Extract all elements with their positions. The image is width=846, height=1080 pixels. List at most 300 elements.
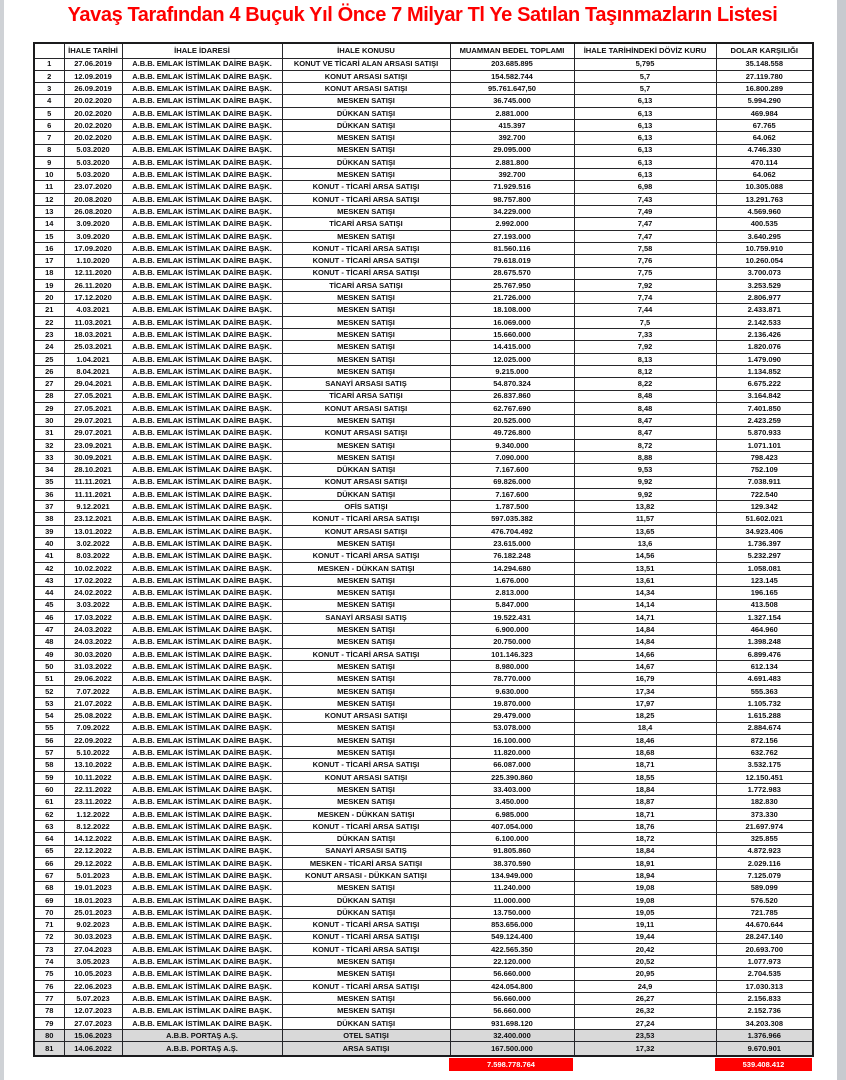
cell-row-number: 53 — [34, 697, 64, 709]
cell-muamman-bedel-toplami: 54.870.324 — [450, 378, 574, 390]
cell-ihale-konusu: KONUT - TİCARİ ARSA SATIŞI — [282, 513, 450, 525]
table-row — [34, 476, 813, 488]
cell-ihale-idaresi: A.B.B. EMLAK İSTİMLAK DAİRE BAŞK. — [122, 107, 282, 119]
cell-muamman-bedel-toplami: 2.813.000 — [450, 587, 574, 599]
cell-doviz-kuru: 6,13 — [574, 107, 716, 119]
cell-ihale-tarihi: 26.11.2020 — [64, 279, 122, 291]
cell-row-number: 23 — [34, 329, 64, 341]
cell-doviz-kuru: 6,13 — [574, 132, 716, 144]
cell-doviz-kuru: 19,08 — [574, 882, 716, 894]
cell-muamman-bedel-toplami: 91.805.860 — [450, 845, 574, 857]
cell-doviz-kuru: 8,22 — [574, 378, 716, 390]
cell-dolar-karsiligi: 1.058.081 — [716, 562, 813, 574]
cell-dolar-karsiligi: 1.105.732 — [716, 697, 813, 709]
table-row — [34, 648, 813, 660]
cell-ihale-idaresi: A.B.B. EMLAK İSTİMLAK DAİRE BAŞK. — [122, 156, 282, 168]
cell-ihale-idaresi: A.B.B. EMLAK İSTİMLAK DAİRE BAŞK. — [122, 784, 282, 796]
cell-ihale-tarihi: 5.03.2020 — [64, 156, 122, 168]
cell-dolar-karsiligi: 555.363 — [716, 685, 813, 697]
cell-dolar-karsiligi: 752.109 — [716, 464, 813, 476]
cell-muamman-bedel-toplami: 29.479.000 — [450, 710, 574, 722]
table-row — [34, 1017, 813, 1029]
cell-doviz-kuru: 14,84 — [574, 636, 716, 648]
cell-ihale-tarihi: 11.03.2021 — [64, 316, 122, 328]
cell-dolar-karsiligi: 12.150.451 — [716, 771, 813, 783]
cell-ihale-idaresi: A.B.B. EMLAK İSTİMLAK DAİRE BAŞK. — [122, 833, 282, 845]
cell-ihale-tarihi: 10.11.2022 — [64, 771, 122, 783]
cell-row-number: 11 — [34, 181, 64, 193]
cell-ihale-idaresi: A.B.B. EMLAK İSTİMLAK DAİRE BAŞK. — [122, 956, 282, 968]
table-row — [34, 685, 813, 697]
total-dolar-karsiligi: 539.408.412 — [715, 1058, 812, 1071]
cell-muamman-bedel-toplami: 101.146.323 — [450, 648, 574, 660]
cell-doviz-kuru: 7,74 — [574, 292, 716, 304]
cell-muamman-bedel-toplami: 56.660.000 — [450, 993, 574, 1005]
cell-muamman-bedel-toplami: 14.415.000 — [450, 341, 574, 353]
cell-ihale-konusu: KONUT ARSASI SATIŞI — [282, 771, 450, 783]
cell-dolar-karsiligi: 872.156 — [716, 734, 813, 746]
table-header — [34, 43, 813, 58]
cell-muamman-bedel-toplami: 69.826.000 — [450, 476, 574, 488]
cell-ihale-tarihi: 7.07.2022 — [64, 685, 122, 697]
cell-doviz-kuru: 7,47 — [574, 218, 716, 230]
cell-doviz-kuru: 13,82 — [574, 501, 716, 513]
cell-doviz-kuru: 18,4 — [574, 722, 716, 734]
cell-doviz-kuru: 17,97 — [574, 697, 716, 709]
cell-ihale-tarihi: 29.07.2021 — [64, 415, 122, 427]
cell-doviz-kuru: 18,91 — [574, 857, 716, 869]
cell-dolar-karsiligi: 400.535 — [716, 218, 813, 230]
cell-row-number: 31 — [34, 427, 64, 439]
cell-row-number: 69 — [34, 894, 64, 906]
table-row — [34, 169, 813, 181]
cell-ihale-konusu: MESKEN SATIŞI — [282, 956, 450, 968]
cell-ihale-tarihi: 15.06.2023 — [64, 1029, 122, 1041]
cell-ihale-tarihi: 3.05.2023 — [64, 956, 122, 968]
table-row — [34, 857, 813, 869]
cell-dolar-karsiligi: 44.670.644 — [716, 919, 813, 931]
table-row — [34, 513, 813, 525]
cell-row-number: 28 — [34, 390, 64, 402]
cell-ihale-konusu: MESKEN SATIŞI — [282, 734, 450, 746]
cell-dolar-karsiligi: 464.960 — [716, 624, 813, 636]
cell-ihale-konusu: TİCARİ ARSA SATIŞI — [282, 279, 450, 291]
cell-row-number: 25 — [34, 353, 64, 365]
cell-ihale-konusu: MESKEN SATIŞI — [282, 697, 450, 709]
cell-ihale-tarihi: 20.08.2020 — [64, 193, 122, 205]
cell-row-number: 56 — [34, 734, 64, 746]
cell-muamman-bedel-toplami: 16.100.000 — [450, 734, 574, 746]
cell-ihale-idaresi: A.B.B. EMLAK İSTİMLAK DAİRE BAŞK. — [122, 562, 282, 574]
cell-dolar-karsiligi: 16.800.289 — [716, 83, 813, 95]
cell-row-number: 48 — [34, 636, 64, 648]
cell-ihale-tarihi: 17.03.2022 — [64, 611, 122, 623]
cell-dolar-karsiligi: 632.762 — [716, 747, 813, 759]
cell-row-number: 60 — [34, 784, 64, 796]
cell-ihale-tarihi: 27.05.2021 — [64, 402, 122, 414]
cell-ihale-konusu: MESKEN SATIŞI — [282, 132, 450, 144]
table-row — [34, 255, 813, 267]
cell-ihale-idaresi: A.B.B. EMLAK İSTİMLAK DAİRE BAŞK. — [122, 611, 282, 623]
cell-muamman-bedel-toplami: 407.054.000 — [450, 820, 574, 832]
cell-dolar-karsiligi: 129.342 — [716, 501, 813, 513]
table-row — [34, 587, 813, 599]
cell-doviz-kuru: 14,14 — [574, 599, 716, 611]
cell-doviz-kuru: 7,43 — [574, 193, 716, 205]
cell-ihale-konusu: KONUT - TİCARİ ARSA SATIŞI — [282, 550, 450, 562]
cell-ihale-idaresi: A.B.B. EMLAK İSTİMLAK DAİRE BAŞK. — [122, 230, 282, 242]
cell-ihale-konusu: MESKEN SATIŞI — [282, 452, 450, 464]
table-row — [34, 906, 813, 918]
table-body — [34, 58, 813, 1056]
cell-doviz-kuru: 13,6 — [574, 538, 716, 550]
cell-ihale-konusu: MESKEN - TİCARİ ARSA SATIŞI — [282, 857, 450, 869]
cell-doviz-kuru: 7,92 — [574, 341, 716, 353]
cell-doviz-kuru: 20,95 — [574, 968, 716, 980]
cell-muamman-bedel-toplami: 853.656.000 — [450, 919, 574, 931]
cell-dolar-karsiligi: 2.142.533 — [716, 316, 813, 328]
cell-ihale-idaresi: A.B.B. EMLAK İSTİMLAK DAİRE BAŞK. — [122, 882, 282, 894]
cell-ihale-idaresi: A.B.B. EMLAK İSTİMLAK DAİRE BAŞK. — [122, 980, 282, 992]
cell-ihale-konusu: MESKEN SATIŞI — [282, 993, 450, 1005]
cell-ihale-tarihi: 22.06.2023 — [64, 980, 122, 992]
cell-muamman-bedel-toplami: 3.450.000 — [450, 796, 574, 808]
cell-ihale-idaresi: A.B.B. EMLAK İSTİMLAK DAİRE BAŞK. — [122, 1017, 282, 1029]
cell-ihale-idaresi: A.B.B. EMLAK İSTİMLAK DAİRE BAŞK. — [122, 894, 282, 906]
cell-ihale-tarihi: 30.09.2021 — [64, 452, 122, 464]
table-row — [34, 501, 813, 513]
table-row — [34, 882, 813, 894]
cell-doviz-kuru: 18,76 — [574, 820, 716, 832]
cell-ihale-konusu: DÜKKAN SATIŞI — [282, 107, 450, 119]
cell-dolar-karsiligi: 1.077.973 — [716, 956, 813, 968]
cell-row-number: 42 — [34, 562, 64, 574]
table-row — [34, 808, 813, 820]
cell-muamman-bedel-toplami: 15.660.000 — [450, 329, 574, 341]
cell-ihale-idaresi: A.B.B. EMLAK İSTİMLAK DAİRE BAŞK. — [122, 710, 282, 722]
page-edge-left — [0, 0, 4, 1080]
table-row — [34, 525, 813, 537]
cell-dolar-karsiligi: 5.232.297 — [716, 550, 813, 562]
cell-row-number: 26 — [34, 365, 64, 377]
cell-doviz-kuru: 5,7 — [574, 70, 716, 82]
cell-doviz-kuru: 18,46 — [574, 734, 716, 746]
header-ihale-konusu: İHALE KONUSU — [282, 43, 450, 58]
cell-row-number: 74 — [34, 956, 64, 968]
cell-ihale-idaresi: A.B.B. EMLAK İSTİMLAK DAİRE BAŞK. — [122, 119, 282, 131]
cell-row-number: 9 — [34, 156, 64, 168]
cell-muamman-bedel-toplami: 11.820.000 — [450, 747, 574, 759]
cell-ihale-idaresi: A.B.B. EMLAK İSTİMLAK DAİRE BAŞK. — [122, 353, 282, 365]
cell-dolar-karsiligi: 27.119.780 — [716, 70, 813, 82]
cell-muamman-bedel-toplami: 79.618.019 — [450, 255, 574, 267]
cell-ihale-konusu: KONUT ARSASI SATIŞI — [282, 710, 450, 722]
cell-row-number: 15 — [34, 230, 64, 242]
cell-ihale-tarihi: 14.12.2022 — [64, 833, 122, 845]
cell-ihale-tarihi: 26.08.2020 — [64, 206, 122, 218]
cell-ihale-konusu: KONUT - TİCARİ ARSA SATIŞI — [282, 267, 450, 279]
cell-ihale-tarihi: 10.02.2022 — [64, 562, 122, 574]
cell-dolar-karsiligi: 1.071.101 — [716, 439, 813, 451]
cell-ihale-idaresi: A.B.B. EMLAK İSTİMLAK DAİRE BAŞK. — [122, 206, 282, 218]
cell-row-number: 62 — [34, 808, 64, 820]
cell-doviz-kuru: 26,32 — [574, 1005, 716, 1017]
cell-doviz-kuru: 9,53 — [574, 464, 716, 476]
cell-dolar-karsiligi: 1.615.288 — [716, 710, 813, 722]
cell-muamman-bedel-toplami: 19.522.431 — [450, 611, 574, 623]
cell-ihale-konusu: MESKEN SATIŞI — [282, 353, 450, 365]
cell-row-number: 68 — [34, 882, 64, 894]
cell-muamman-bedel-toplami: 49.726.800 — [450, 427, 574, 439]
cell-doviz-kuru: 19,44 — [574, 931, 716, 943]
cell-ihale-tarihi: 5.10.2022 — [64, 747, 122, 759]
cell-row-number: 16 — [34, 242, 64, 254]
cell-doviz-kuru: 18,71 — [574, 759, 716, 771]
sales-table — [33, 42, 814, 1057]
cell-dolar-karsiligi: 2.152.736 — [716, 1005, 813, 1017]
cell-row-number: 63 — [34, 820, 64, 832]
cell-row-number: 81 — [34, 1042, 64, 1056]
cell-row-number: 51 — [34, 673, 64, 685]
cell-muamman-bedel-toplami: 6.100.000 — [450, 833, 574, 845]
cell-row-number: 67 — [34, 870, 64, 882]
cell-row-number: 41 — [34, 550, 64, 562]
table-row — [34, 599, 813, 611]
cell-ihale-tarihi: 4.03.2021 — [64, 304, 122, 316]
cell-ihale-tarihi: 10.05.2023 — [64, 968, 122, 980]
cell-ihale-konusu: MESKEN SATIŞI — [282, 784, 450, 796]
table-row — [34, 833, 813, 845]
cell-doviz-kuru: 5,7 — [574, 83, 716, 95]
table-row — [34, 95, 813, 107]
cell-muamman-bedel-toplami: 20.750.000 — [450, 636, 574, 648]
table-row — [34, 427, 813, 439]
cell-dolar-karsiligi: 4.569.960 — [716, 206, 813, 218]
cell-ihale-idaresi: A.B.B. EMLAK İSTİMLAK DAİRE BAŞK. — [122, 1005, 282, 1017]
table-row — [34, 993, 813, 1005]
cell-doviz-kuru: 11,57 — [574, 513, 716, 525]
header-ihale-idaresi: İHALE İDARESİ — [122, 43, 282, 58]
cell-ihale-konusu: KONUT ARSASI SATIŞI — [282, 525, 450, 537]
table-row — [34, 329, 813, 341]
header-corner-cell — [34, 43, 64, 58]
cell-row-number: 3 — [34, 83, 64, 95]
cell-ihale-tarihi: 27.05.2021 — [64, 390, 122, 402]
cell-muamman-bedel-toplami: 422.565.350 — [450, 943, 574, 955]
cell-row-number: 13 — [34, 206, 64, 218]
table-row — [34, 734, 813, 746]
cell-dolar-karsiligi: 325.855 — [716, 833, 813, 845]
table-row — [34, 267, 813, 279]
cell-row-number: 80 — [34, 1029, 64, 1041]
table-row — [34, 58, 813, 70]
cell-ihale-konusu: MESKEN SATIŞI — [282, 365, 450, 377]
cell-ihale-idaresi: A.B.B. PORTAŞ A.Ş. — [122, 1029, 282, 1041]
table-row — [34, 759, 813, 771]
cell-ihale-idaresi: A.B.B. EMLAK İSTİMLAK DAİRE BAŞK. — [122, 661, 282, 673]
cell-ihale-konusu: MESKEN SATIŞI — [282, 341, 450, 353]
cell-ihale-konusu: TİCARİ ARSA SATIŞI — [282, 390, 450, 402]
cell-ihale-konusu: DÜKKAN SATIŞI — [282, 119, 450, 131]
cell-dolar-karsiligi: 4.746.330 — [716, 144, 813, 156]
cell-ihale-idaresi: A.B.B. EMLAK İSTİMLAK DAİRE BAŞK. — [122, 70, 282, 82]
header-dolar-karsiligi: DOLAR KARŞILIĞI — [716, 43, 813, 58]
cell-row-number: 72 — [34, 931, 64, 943]
cell-ihale-tarihi: 12.09.2019 — [64, 70, 122, 82]
cell-ihale-idaresi: A.B.B. EMLAK İSTİMLAK DAİRE BAŞK. — [122, 870, 282, 882]
table-row — [34, 722, 813, 734]
header-ihale-tarihi: İHALE TARİHİ — [64, 43, 122, 58]
cell-muamman-bedel-toplami: 931.698.120 — [450, 1017, 574, 1029]
table-row — [34, 488, 813, 500]
cell-muamman-bedel-toplami: 1.676.000 — [450, 574, 574, 586]
cell-doviz-kuru: 7,47 — [574, 230, 716, 242]
cell-ihale-konusu: DÜKKAN SATIŞI — [282, 488, 450, 500]
cell-doviz-kuru: 17,34 — [574, 685, 716, 697]
cell-muamman-bedel-toplami: 33.403.000 — [450, 784, 574, 796]
cell-doviz-kuru: 13,65 — [574, 525, 716, 537]
cell-ihale-konusu: KONUT ARSASI SATIŞI — [282, 476, 450, 488]
total-muamman-bedel: 7.598.778.764 — [449, 1058, 573, 1071]
cell-ihale-idaresi: A.B.B. EMLAK İSTİMLAK DAİRE BAŞK. — [122, 587, 282, 599]
cell-doviz-kuru: 7,44 — [574, 304, 716, 316]
cell-ihale-konusu: KONUT - TİCARİ ARSA SATIŞI — [282, 943, 450, 955]
cell-ihale-konusu: MESKEN SATIŞI — [282, 796, 450, 808]
cell-ihale-tarihi: 12.11.2020 — [64, 267, 122, 279]
cell-dolar-karsiligi: 10.759.910 — [716, 242, 813, 254]
cell-ihale-konusu: KONUT - TİCARİ ARSA SATIŞI — [282, 255, 450, 267]
cell-dolar-karsiligi: 20.693.700 — [716, 943, 813, 955]
table-row — [34, 697, 813, 709]
cell-muamman-bedel-toplami: 26.837.860 — [450, 390, 574, 402]
cell-ihale-tarihi: 20.02.2020 — [64, 132, 122, 144]
cell-row-number: 21 — [34, 304, 64, 316]
cell-ihale-tarihi: 20.02.2020 — [64, 95, 122, 107]
cell-doviz-kuru: 7,76 — [574, 255, 716, 267]
cell-dolar-karsiligi: 67.765 — [716, 119, 813, 131]
cell-row-number: 2 — [34, 70, 64, 82]
cell-ihale-idaresi: A.B.B. EMLAK İSTİMLAK DAİRE BAŞK. — [122, 993, 282, 1005]
cell-dolar-karsiligi: 7.038.911 — [716, 476, 813, 488]
cell-doviz-kuru: 8,48 — [574, 390, 716, 402]
cell-ihale-tarihi: 22.11.2022 — [64, 784, 122, 796]
table-row — [34, 119, 813, 131]
cell-row-number: 65 — [34, 845, 64, 857]
table-row — [34, 796, 813, 808]
cell-muamman-bedel-toplami: 13.750.000 — [450, 906, 574, 918]
cell-ihale-idaresi: A.B.B. EMLAK İSTİMLAK DAİRE BAŞK. — [122, 255, 282, 267]
cell-doviz-kuru: 8,88 — [574, 452, 716, 464]
table-row — [34, 452, 813, 464]
cell-row-number: 43 — [34, 574, 64, 586]
cell-ihale-konusu: KONUT - TİCARİ ARSA SATIŞI — [282, 181, 450, 193]
cell-muamman-bedel-toplami: 7.090.000 — [450, 452, 574, 464]
table-row — [34, 439, 813, 451]
cell-ihale-tarihi: 5.03.2020 — [64, 144, 122, 156]
cell-dolar-karsiligi: 413.508 — [716, 599, 813, 611]
cell-ihale-tarihi: 28.10.2021 — [64, 464, 122, 476]
cell-dolar-karsiligi: 5.994.290 — [716, 95, 813, 107]
cell-ihale-tarihi: 5.03.2020 — [64, 169, 122, 181]
cell-ihale-tarihi: 1.10.2020 — [64, 255, 122, 267]
cell-ihale-konusu: KONUT ARSASI - DÜKKAN SATIŞI — [282, 870, 450, 882]
cell-muamman-bedel-toplami: 225.390.860 — [450, 771, 574, 783]
cell-ihale-tarihi: 13.01.2022 — [64, 525, 122, 537]
cell-ihale-idaresi: A.B.B. EMLAK İSTİMLAK DAİRE BAŞK. — [122, 415, 282, 427]
table-row — [34, 242, 813, 254]
cell-ihale-idaresi: A.B.B. EMLAK İSTİMLAK DAİRE BAŞK. — [122, 427, 282, 439]
cell-ihale-idaresi: A.B.B. EMLAK İSTİMLAK DAİRE BAŞK. — [122, 329, 282, 341]
table-row — [34, 943, 813, 955]
cell-ihale-tarihi: 26.09.2019 — [64, 83, 122, 95]
cell-dolar-karsiligi: 373.330 — [716, 808, 813, 820]
table-row — [34, 747, 813, 759]
cell-ihale-konusu: KONUT ARSASI SATIŞI — [282, 402, 450, 414]
cell-ihale-konusu: SANAYİ ARSASI SATIŞ — [282, 378, 450, 390]
table-row — [34, 193, 813, 205]
cell-muamman-bedel-toplami: 23.615.000 — [450, 538, 574, 550]
cell-ihale-konusu: KONUT ARSASI SATIŞI — [282, 83, 450, 95]
cell-row-number: 12 — [34, 193, 64, 205]
cell-ihale-konusu: MESKEN SATIŞI — [282, 169, 450, 181]
cell-row-number: 77 — [34, 993, 64, 1005]
cell-muamman-bedel-toplami: 11.240.000 — [450, 882, 574, 894]
cell-muamman-bedel-toplami: 81.560.116 — [450, 242, 574, 254]
cell-ihale-konusu: MESKEN SATIŞI — [282, 1005, 450, 1017]
cell-ihale-idaresi: A.B.B. EMLAK İSTİMLAK DAİRE BAŞK. — [122, 820, 282, 832]
cell-doviz-kuru: 7,92 — [574, 279, 716, 291]
cell-ihale-idaresi: A.B.B. EMLAK İSTİMLAK DAİRE BAŞK. — [122, 144, 282, 156]
cell-ihale-idaresi: A.B.B. EMLAK İSTİMLAK DAİRE BAŞK. — [122, 759, 282, 771]
cell-ihale-konusu: KONUT - TİCARİ ARSA SATIŞI — [282, 193, 450, 205]
cell-ihale-idaresi: A.B.B. EMLAK İSTİMLAK DAİRE BAŞK. — [122, 58, 282, 70]
cell-ihale-idaresi: A.B.B. EMLAK İSTİMLAK DAİRE BAŞK. — [122, 734, 282, 746]
cell-muamman-bedel-toplami: 56.660.000 — [450, 968, 574, 980]
cell-muamman-bedel-toplami: 38.370.590 — [450, 857, 574, 869]
cell-doviz-kuru: 14,66 — [574, 648, 716, 660]
cell-doviz-kuru: 18,87 — [574, 796, 716, 808]
cell-ihale-konusu: ARSA SATIŞI — [282, 1042, 450, 1056]
cell-doviz-kuru: 14,67 — [574, 661, 716, 673]
cell-ihale-tarihi: 8.04.2021 — [64, 365, 122, 377]
cell-ihale-konusu: DÜKKAN SATIŞI — [282, 894, 450, 906]
cell-muamman-bedel-toplami: 8.980.000 — [450, 661, 574, 673]
cell-ihale-tarihi: 18.01.2023 — [64, 894, 122, 906]
cell-row-number: 1 — [34, 58, 64, 70]
cell-ihale-idaresi: A.B.B. EMLAK İSTİMLAK DAİRE BAŞK. — [122, 267, 282, 279]
cell-muamman-bedel-toplami: 12.025.000 — [450, 353, 574, 365]
cell-muamman-bedel-toplami: 167.500.000 — [450, 1042, 574, 1056]
cell-doviz-kuru: 7,75 — [574, 267, 716, 279]
cell-ihale-tarihi: 8.12.2022 — [64, 820, 122, 832]
cell-dolar-karsiligi: 2.433.871 — [716, 304, 813, 316]
cell-ihale-tarihi: 17.12.2020 — [64, 292, 122, 304]
cell-row-number: 18 — [34, 267, 64, 279]
cell-ihale-idaresi: A.B.B. EMLAK İSTİMLAK DAİRE BAŞK. — [122, 968, 282, 980]
cell-row-number: 49 — [34, 648, 64, 660]
table-row — [34, 845, 813, 857]
cell-ihale-tarihi: 30.03.2023 — [64, 931, 122, 943]
cell-muamman-bedel-toplami: 5.847.000 — [450, 599, 574, 611]
cell-muamman-bedel-toplami: 62.767.690 — [450, 402, 574, 414]
cell-ihale-tarihi: 29.04.2021 — [64, 378, 122, 390]
cell-dolar-karsiligi: 1.736.397 — [716, 538, 813, 550]
cell-row-number: 59 — [34, 771, 64, 783]
cell-muamman-bedel-toplami: 98.757.800 — [450, 193, 574, 205]
table-row — [34, 402, 813, 414]
cell-ihale-konusu: SANAYİ ARSASI SATIŞ — [282, 845, 450, 857]
cell-ihale-idaresi: A.B.B. EMLAK İSTİMLAK DAİRE BAŞK. — [122, 181, 282, 193]
